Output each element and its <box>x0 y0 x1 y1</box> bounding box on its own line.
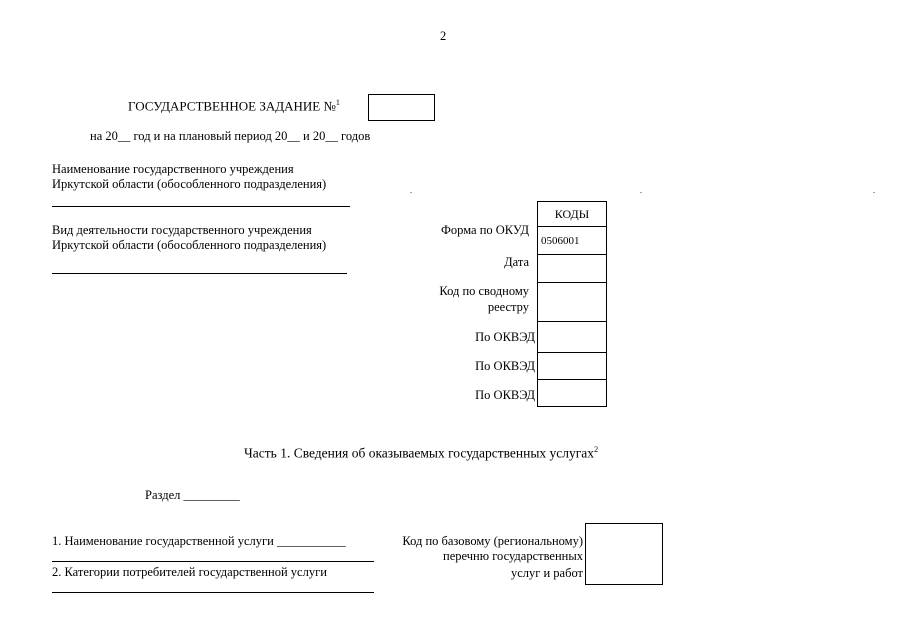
scan-dot: . <box>873 186 875 195</box>
title-text: ГОСУДАРСТВЕННОЕ ЗАДАНИЕ № <box>128 98 336 114</box>
registry-label-1: Код по сводному <box>439 284 529 298</box>
section-label <box>145 488 240 503</box>
section-text: Раздел <box>145 488 181 502</box>
institution-name-label-1: Наименование государственного учреждения <box>52 162 294 176</box>
okved-label-3: По ОКВЭД <box>475 388 535 402</box>
institution-name-label-2: Иркутской области (обособленного подразделения) <box>52 177 327 191</box>
part1-heading <box>244 445 598 462</box>
okved-cell-3[interactable] <box>538 380 607 407</box>
okved-label-1: По ОКВЭД <box>475 330 535 344</box>
base-list-code-box[interactable] <box>585 523 663 585</box>
okved-cell-1[interactable] <box>538 322 607 353</box>
registry-label-2: реестру <box>487 300 529 314</box>
scan-dot: . <box>410 186 412 195</box>
page-title <box>128 98 340 114</box>
title-footnote: 1 <box>335 98 340 107</box>
okved-label-2: По ОКВЭД <box>475 359 535 373</box>
okud-label: Форма по ОКУД <box>441 223 529 237</box>
consumers-label: 2. Категории потребителей государственной услуги <box>52 565 327 579</box>
activity-type-blank-line[interactable] <box>52 273 347 274</box>
codes-header: КОДЫ <box>538 202 607 227</box>
service-name-label <box>52 534 346 549</box>
base-list-code-label-3: услуг и работ <box>510 566 583 580</box>
period-line: на 20__ год и на плановый период 20__ и 20__ годов <box>90 129 371 143</box>
date-cell[interactable] <box>538 255 607 283</box>
scan-dot: . <box>640 186 642 195</box>
activity-type-label-2: Иркутской области (обособленного подразделения) <box>52 238 327 252</box>
service-name-blank[interactable]: ___________ <box>276 534 346 548</box>
codes-table <box>537 201 607 407</box>
okved-cell-2[interactable] <box>538 353 607 380</box>
part1-footnote: 2 <box>594 445 599 454</box>
activity-type-label-1: Вид деятельности государственного учреждения <box>52 223 312 237</box>
registry-code-cell[interactable] <box>538 283 607 322</box>
service-name-text: 1. Наименование государственной услуги <box>52 534 274 548</box>
part1-text: Часть 1. Сведения об оказываемых государственных услугах <box>244 445 595 461</box>
institution-name-blank-line[interactable] <box>52 206 350 207</box>
consumers-blank-line[interactable] <box>52 592 374 593</box>
section-blank[interactable]: _________ <box>183 488 240 502</box>
page-number: 2 <box>440 29 447 43</box>
okud-code-cell: 0506001 <box>538 227 607 255</box>
base-list-code-label-2: перечню государственных <box>443 549 583 563</box>
task-number-field[interactable] <box>368 94 435 121</box>
base-list-code-label-1: Код по базовому (региональному) <box>402 534 583 548</box>
date-label: Дата <box>504 255 529 269</box>
service-name-blank-line[interactable] <box>52 561 374 562</box>
